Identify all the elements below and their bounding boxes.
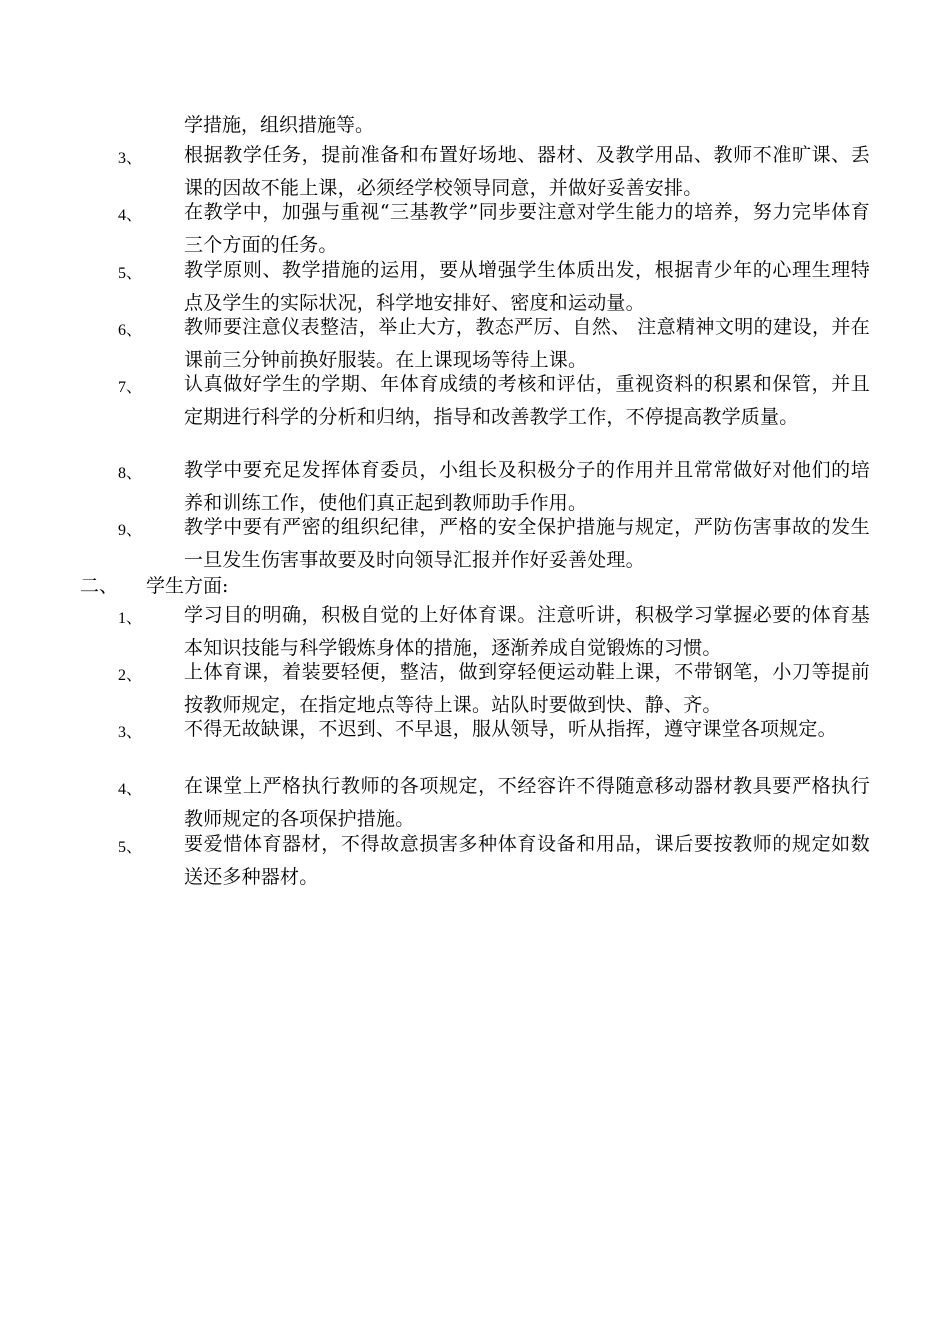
- item-number: 9、: [118, 522, 143, 539]
- section-title: 学生方面:: [146, 575, 229, 597]
- item-number: 5、: [118, 265, 143, 282]
- item-number: 7、: [118, 379, 143, 396]
- item-number: 3、: [118, 724, 143, 741]
- item-number: 2、: [118, 667, 143, 684]
- item-number: 4、: [118, 781, 143, 798]
- item-text: 不得无故缺课，不迟到、不早退，服从领导，听从指挥，遵守课堂各项规定。: [184, 718, 837, 740]
- item-text: 教师要注意仪表整洁，举止大方，教态严厉、自然、 注意精神文明的建设，并在课前三分钟前换好服装。在上课现场等待上课。: [184, 316, 870, 371]
- item-text: 教学中要有严密的组织纪律，严格的安全保护措施与规定，严防伤害事故的发生一旦发生伤害事故要及时向领导汇报并作好妥善处理。: [184, 516, 870, 571]
- item-number: 1、: [118, 610, 143, 627]
- item-number: 5、: [118, 839, 143, 856]
- item-text: 要爱惜体育器材，不得故意损害多种体育设备和用品，课后要按教师的规定如数送还多种器材。: [184, 833, 870, 888]
- item-number: 6、: [118, 322, 143, 339]
- item-text: 根据教学任务，提前准备和布置好场地、器材、及教学用品、教师不准旷课、丢课的因故不能上课，必须经学校领导同意，并做好妥善安排。: [184, 144, 870, 199]
- continued-text-line: 学措施，组织措施等。: [184, 114, 375, 136]
- item-text: 学习目的明确，积极自觉的上好体育课。注意听讲，积极学习掌握必要的体育基本知识技能与科学锻炼身体的措施，逐渐养成自觉锻炼的习惯。: [184, 604, 870, 659]
- item-text: 教学中要充足发挥体育委员，小组长及积极分子的作用并且常常做好对他们的培养和训练工作，使他们真正起到教师助手作用。: [184, 459, 870, 514]
- item-text: 在教学中，加强与重视“三基教学”同步要注意对学生能力的培养，努力完毕体育三个方面的任务。: [184, 201, 870, 256]
- item-text: 上体育课，着装要轻便，整洁，做到穿轻便运动鞋上课，不带钢笔，小刀等提前按教师规定，在指定地点等待上课。站队时要做到快、静、齐。: [184, 661, 870, 716]
- item-number: 8、: [118, 465, 143, 482]
- item-text: 认真做好学生的学期、年体育成绩的考核和评估，重视资料的积累和保管，并且定期进行科学的分析和归纳，指导和改善教学工作，不停提高教学质量。: [184, 373, 870, 428]
- item-text: 教学原则、教学措施的运用，要从增强学生体质出发，根据青少年的心理生理特点及学生的实际状况，科学地安排好、密度和运动量。: [184, 259, 870, 314]
- item-number: 3、: [118, 150, 143, 167]
- item-number: 4、: [118, 207, 143, 224]
- item-text: 在课堂上严格执行教师的各项规定，不经容许不得随意移动器材教具要严格执行教师规定的各项保护措施。: [184, 775, 870, 830]
- section-number: 二、: [80, 575, 119, 597]
